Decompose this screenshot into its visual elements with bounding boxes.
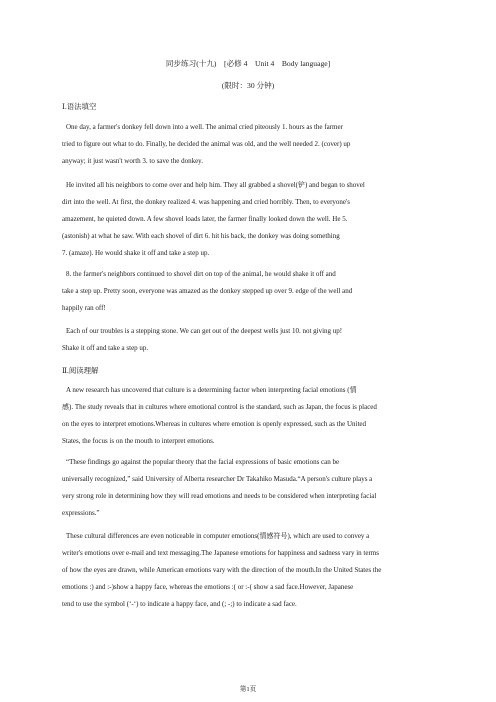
text-line: One day, a farmer's donkey fell down into a well. The animal cried piteously 1. hours as the farmer <box>66 123 343 131</box>
page-title: 同步练习(十九) [必修 4 Unit 4 Body language] <box>165 59 331 68</box>
text-line: dirt into the well. At first, the donkey realized 4. was happening and cried horribly. Then, to everyone's <box>62 198 350 206</box>
text-line: of how the eyes are drawn, while American emotions vary with the direction of the mouth.In the United States the <box>62 566 382 574</box>
text-line: (astonish) at what he saw. With each shovel of dirt 6. hit his back, the donkey was doing something <box>62 232 340 240</box>
text-line: emotions :) and :-)show a happy face, whereas the emotions :( or :-( show a sad face.However, Japanese <box>62 583 354 591</box>
page-number: 第1页 <box>239 686 257 693</box>
text-line: He invited all his neighbors to come over and help him. They all grabbed a shovel(铲) and began to shovel <box>66 181 365 189</box>
text-line: A new research has uncovered that culture is a determining factor when interpreting facial emotions (情 <box>66 386 357 394</box>
text-line: on the eyes to interpret emotions.Whereas in cultures where emotion is openly expressed, such as the United <box>62 420 367 428</box>
section-heading-grammar: Ⅰ.语法填空 <box>62 102 97 111</box>
section-heading-reading: Ⅱ.阅读理解 <box>62 366 99 375</box>
text-line: writer's emotions over e-mail and text messaging.The Japanese emotions for happiness and sadness vary in terms <box>62 549 379 557</box>
text-line: “These findings go against the popular theory that the facial expressions of basic emotions can be <box>66 458 340 466</box>
text-line: anyway; it just wasn't worth 3. to save the donkey. <box>62 157 203 165</box>
text-line: 感). The study reveals that in cultures where emotional control is the standard, such as Japan, the focus is placed <box>62 403 377 411</box>
text-line: tend to use the symbol (‘-‘) to indicate a happy face, and (; -;) to indicate a sad face. <box>62 600 297 608</box>
text-line: very strong role in determining how they will read emotions and needs to be considered when interpreting facial <box>62 492 377 500</box>
text-line: 7. (amaze). He would shake it off and take a step up. <box>62 249 210 257</box>
text-line: tried to figure out what to do. Finally, he decided the animal was old, and the well needed 2. (cover) up <box>62 140 351 148</box>
text-line: universally recognized,” said University of Alberta researcher Dr Takahiko Masuda.“A person's culture plays a <box>62 475 373 483</box>
time-limit: (限时：30 分钟) <box>221 81 275 90</box>
text-line: happily ran off! <box>62 304 106 312</box>
text-line: take a step up. Pretty soon, everyone was amazed as the donkey stepped up over 9. edge of the well and <box>62 287 353 295</box>
text-line: 8. the farmer's neighbors continued to shovel dirt on top of the animal, he would shake it off and <box>66 270 336 278</box>
text-line: States, the focus is on the mouth to interpret emotions. <box>62 437 215 445</box>
text-line: Each of our troubles is a stepping stone. We can get out of the deepest wells just 10. not giving up! <box>66 327 343 335</box>
text-line: These cultural differences are even noticeable in computer emotions(情感符号), which are used to convey a <box>66 532 370 540</box>
text-line: amazement, he quieted down. A few shovel loads later, the farmer finally looked down the well. He 5. <box>62 215 348 223</box>
text-line: Shake it off and take a step up. <box>62 344 149 352</box>
text-line: expressions.” <box>62 509 100 517</box>
